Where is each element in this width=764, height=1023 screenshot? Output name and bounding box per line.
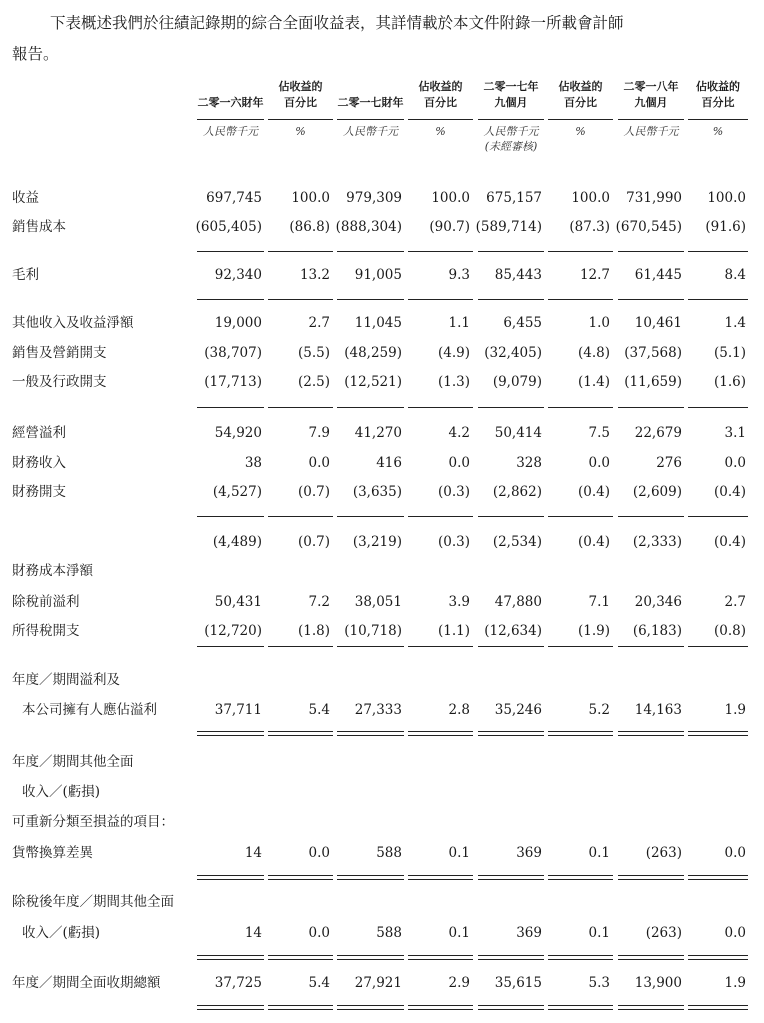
table-row xyxy=(0,890,764,914)
subtotal-rule xyxy=(408,407,473,408)
cell-value: (0.3) xyxy=(437,484,470,500)
table-row xyxy=(0,750,764,774)
subtotal-rule xyxy=(408,646,473,647)
total-double-rule xyxy=(197,875,264,880)
subtotal-rule xyxy=(337,646,404,647)
cell-value: (3,635) xyxy=(352,484,402,500)
subtotal-rule xyxy=(337,299,404,300)
subtotal-rule xyxy=(618,516,684,517)
cell-value: (0.4) xyxy=(713,484,746,500)
cell-value: 9.3 xyxy=(448,267,470,283)
column-unit-line: 人民幣千元 xyxy=(623,125,679,138)
total-double-rule xyxy=(337,731,404,736)
column-unit-line: % xyxy=(575,125,586,138)
subtotal-rule xyxy=(688,407,748,408)
column-unit-line: 人民幣千元 xyxy=(483,125,539,138)
column-header-line: 佔收益的 xyxy=(558,80,603,93)
cell-value: (91.6) xyxy=(705,219,746,235)
cell-value: (12,720) xyxy=(204,623,262,639)
cell-value: (0.3) xyxy=(437,534,470,550)
cell-value: 7.1 xyxy=(588,594,610,610)
cell-value: 0.0 xyxy=(308,925,330,941)
total-double-rule xyxy=(688,1005,748,1010)
cell-value: 731,990 xyxy=(626,190,682,206)
row-label: 銷售及營銷開支 xyxy=(12,345,107,361)
cell-value: (0.7) xyxy=(297,484,330,500)
total-double-rule xyxy=(408,955,473,960)
cell-value: (4.9) xyxy=(437,345,470,361)
cell-value: 1.1 xyxy=(448,315,470,331)
cell-value: 7.9 xyxy=(308,425,330,441)
column-header xyxy=(478,79,544,111)
cell-value: 0.1 xyxy=(588,845,610,861)
table-row xyxy=(0,186,764,210)
cell-value: (0.4) xyxy=(577,484,610,500)
cell-value: (87.3) xyxy=(569,219,610,235)
cell-value: (37,568) xyxy=(624,345,682,361)
cell-value: 38 xyxy=(244,455,262,471)
total-double-rule xyxy=(618,1005,684,1010)
table-row xyxy=(0,263,764,287)
subtotal-rule xyxy=(337,516,404,517)
total-double-rule xyxy=(268,955,333,960)
subtotal-rule xyxy=(478,516,544,517)
row-label: 除稅後年度／期間其他全面 xyxy=(12,894,174,910)
cell-value: (38,707) xyxy=(204,345,262,361)
cell-value: (0.8) xyxy=(713,623,746,639)
cell-value: (1.8) xyxy=(297,623,330,639)
row-label: 年度／期間全面收期總額 xyxy=(12,975,161,991)
cell-value: (17,713) xyxy=(204,374,262,390)
cell-value: 37,711 xyxy=(214,702,262,718)
cell-value: 11,045 xyxy=(354,315,402,331)
table-row xyxy=(0,530,764,554)
table-row xyxy=(0,971,764,995)
column-header-line xyxy=(337,79,404,95)
subtotal-rule xyxy=(688,516,748,517)
subtotal-rule xyxy=(337,407,404,408)
column-header-line: 佔收益的 xyxy=(278,80,323,93)
cell-value: 50,431 xyxy=(214,594,262,610)
row-label: 可重新分類至損益的項目： xyxy=(12,814,174,830)
row-label: 毛利 xyxy=(12,267,39,283)
total-double-rule xyxy=(408,875,473,880)
cell-value: (12,634) xyxy=(484,623,542,639)
table-row xyxy=(0,341,764,365)
subtotal-rule xyxy=(197,407,264,408)
cell-value: (263) xyxy=(645,925,682,941)
table-row xyxy=(0,421,764,445)
subtotal-rule xyxy=(268,407,333,408)
cell-value: (1.1) xyxy=(437,623,470,639)
cell-value: (1.9) xyxy=(577,623,610,639)
cell-value: 0.0 xyxy=(308,455,330,471)
table-row xyxy=(0,559,764,583)
cell-value: (5.1) xyxy=(713,345,746,361)
cell-value: 100.0 xyxy=(291,190,330,206)
intro-paragraph xyxy=(12,8,754,70)
cell-value: 14 xyxy=(244,925,262,941)
row-label: 貨幣換算差異 xyxy=(12,845,93,861)
table-row xyxy=(0,780,764,804)
cell-value: 92,340 xyxy=(214,267,262,283)
cell-value: (6,183) xyxy=(632,623,682,639)
cell-value: 5.2 xyxy=(588,702,610,718)
total-double-rule xyxy=(337,955,404,960)
column-unit xyxy=(688,124,748,139)
total-double-rule xyxy=(268,731,333,736)
subtotal-rule xyxy=(268,516,333,517)
intro-line-1: 下表概述我們於往績記錄期的綜合全面收益表，其詳情載於本文件附錄一所載會計師 xyxy=(50,14,624,32)
subtotal-rule xyxy=(408,251,473,252)
column-header-line: 二零一七年 xyxy=(483,80,539,93)
cell-value: (4.8) xyxy=(577,345,610,361)
cell-value: 27,921 xyxy=(354,975,402,991)
subtotal-rule xyxy=(197,299,264,300)
row-label: 除稅前溢利 xyxy=(12,594,80,610)
cell-value: 0.0 xyxy=(724,455,746,471)
cell-value: (48,259) xyxy=(344,345,402,361)
cell-value: (888,304) xyxy=(335,219,402,235)
cell-value: 328 xyxy=(516,455,542,471)
cell-value: (2.5) xyxy=(297,374,330,390)
cell-value: (2,333) xyxy=(632,534,682,550)
subtotal-rule xyxy=(478,251,544,252)
cell-value: (605,405) xyxy=(195,219,262,235)
subtotal-rule xyxy=(688,251,748,252)
cell-value: 13,900 xyxy=(634,975,682,991)
cell-value: 85,443 xyxy=(494,267,542,283)
row-label: 財務開支 xyxy=(12,484,66,500)
cell-value: 54,920 xyxy=(214,425,262,441)
row-label: 收入／(虧損) xyxy=(22,925,101,941)
total-double-rule xyxy=(548,1005,613,1010)
subtotal-rule xyxy=(478,646,544,647)
column-header-line: 百分比 xyxy=(284,96,317,109)
column-header-rule xyxy=(337,119,404,120)
table-row xyxy=(0,668,764,692)
table-row xyxy=(0,698,764,722)
column-header-line: 百分比 xyxy=(564,96,597,109)
subtotal-rule xyxy=(688,646,748,647)
cell-value: 675,157 xyxy=(486,190,542,206)
cell-value: 2.8 xyxy=(448,702,470,718)
subtotal-rule xyxy=(618,646,684,647)
cell-value: 37,725 xyxy=(214,975,262,991)
column-unit xyxy=(268,124,333,139)
column-header-line xyxy=(197,79,264,95)
column-unit xyxy=(548,124,613,139)
subtotal-rule xyxy=(548,646,613,647)
subtotal-rule xyxy=(337,251,404,252)
row-label: 年度／期間溢利及 xyxy=(12,672,120,688)
cell-value: 100.0 xyxy=(431,190,470,206)
column-unit-line: (未經審核) xyxy=(484,140,538,153)
subtotal-rule xyxy=(268,646,333,647)
subtotal-rule xyxy=(268,299,333,300)
cell-value: (5.5) xyxy=(297,345,330,361)
cell-value: 19,000 xyxy=(214,315,262,331)
subtotal-rule xyxy=(548,299,613,300)
column-header-line: 佔收益的 xyxy=(696,80,740,93)
total-double-rule xyxy=(268,1005,333,1010)
column-header-rule xyxy=(478,119,544,120)
cell-value: 2.7 xyxy=(308,315,330,331)
column-unit xyxy=(337,124,404,139)
column-unit-line: % xyxy=(295,125,306,138)
cell-value: 0.1 xyxy=(448,925,470,941)
total-double-rule xyxy=(548,875,613,880)
total-double-rule xyxy=(478,875,544,880)
column-unit-line: 人民幣千元 xyxy=(343,125,398,138)
total-double-rule xyxy=(478,955,544,960)
column-header-line: 百分比 xyxy=(424,96,457,109)
cell-value: 3.1 xyxy=(724,425,746,441)
cell-value: (670,545) xyxy=(615,219,682,235)
cell-value: 61,445 xyxy=(634,267,682,283)
cell-value: 5.3 xyxy=(588,975,610,991)
subtotal-rule xyxy=(478,299,544,300)
row-label: 一般及行政開支 xyxy=(12,374,107,390)
subtotal-rule xyxy=(618,299,684,300)
row-label: 財務收入 xyxy=(12,455,66,471)
column-header xyxy=(548,79,613,111)
cell-value: 100.0 xyxy=(707,190,746,206)
subtotal-rule xyxy=(618,407,684,408)
cell-value: (2,609) xyxy=(632,484,682,500)
column-header-line: 九個月 xyxy=(494,96,528,109)
cell-value: 35,615 xyxy=(494,975,542,991)
table-row xyxy=(0,590,764,614)
cell-value: 5.4 xyxy=(308,975,330,991)
cell-value: (3,219) xyxy=(352,534,402,550)
cell-value: 22,679 xyxy=(634,425,682,441)
cell-value: (4,527) xyxy=(212,484,262,500)
cell-value: (1.3) xyxy=(437,374,470,390)
cell-value: 697,745 xyxy=(206,190,262,206)
total-double-rule xyxy=(408,1005,473,1010)
total-double-rule xyxy=(618,875,684,880)
subtotal-rule xyxy=(197,251,264,252)
table-row xyxy=(0,311,764,335)
column-unit-line: 人民幣千元 xyxy=(203,125,258,138)
cell-value: (90.7) xyxy=(429,219,470,235)
column-header xyxy=(337,79,404,111)
cell-value: (1.6) xyxy=(713,374,746,390)
cell-value: 6,455 xyxy=(503,315,542,331)
column-header-line: 九個月 xyxy=(634,96,668,109)
total-double-rule xyxy=(478,731,544,736)
total-double-rule xyxy=(688,731,748,736)
total-double-rule xyxy=(618,955,684,960)
row-label: 其他收入及收益淨額 xyxy=(12,315,134,331)
column-unit-line: % xyxy=(712,125,724,138)
cell-value: 0.0 xyxy=(724,845,746,861)
row-label: 收入／(虧損) xyxy=(22,784,101,800)
column-header-line: 百分比 xyxy=(701,96,735,109)
subtotal-rule xyxy=(268,251,333,252)
row-label: 本公司擁有人應佔溢利 xyxy=(22,702,157,718)
cell-value: (0.4) xyxy=(713,534,746,550)
cell-value: 12.7 xyxy=(579,267,610,283)
cell-value: 979,309 xyxy=(346,190,402,206)
table-row xyxy=(0,921,764,945)
total-double-rule xyxy=(618,731,684,736)
cell-value: 588 xyxy=(376,925,402,941)
row-label: 所得稅開支 xyxy=(12,623,80,639)
cell-value: 10,461 xyxy=(634,315,682,331)
total-double-rule xyxy=(197,1005,264,1010)
cell-value: 3.9 xyxy=(448,594,470,610)
row-label: 財務成本淨額 xyxy=(12,563,93,579)
cell-value: 8.4 xyxy=(724,267,746,283)
subtotal-rule xyxy=(408,516,473,517)
cell-value: 35,246 xyxy=(494,702,542,718)
total-double-rule xyxy=(408,731,473,736)
column-unit xyxy=(408,124,473,139)
cell-value: 14,163 xyxy=(634,702,682,718)
column-header-rule xyxy=(408,119,473,120)
cell-value: 0.1 xyxy=(448,845,470,861)
cell-value: 2.7 xyxy=(724,594,746,610)
cell-value: 14 xyxy=(244,845,262,861)
total-double-rule xyxy=(337,1005,404,1010)
cell-value: 416 xyxy=(376,455,402,471)
column-header-line: 二零一七財年 xyxy=(337,96,404,109)
cell-value: 0.0 xyxy=(308,845,330,861)
subtotal-rule xyxy=(688,299,748,300)
cell-value: (2,534) xyxy=(492,534,542,550)
cell-value: 100.0 xyxy=(571,190,610,206)
cell-value: 2.9 xyxy=(448,975,470,991)
subtotal-rule xyxy=(618,251,684,252)
total-double-rule xyxy=(197,955,264,960)
cell-value: 588 xyxy=(376,845,402,861)
column-header xyxy=(688,79,748,111)
cell-value: (4,489) xyxy=(212,534,262,550)
cell-value: 369 xyxy=(516,925,542,941)
subtotal-rule xyxy=(197,646,264,647)
cell-value: 0.0 xyxy=(588,455,610,471)
column-header-rule xyxy=(268,119,333,120)
cell-value: 20,346 xyxy=(634,594,682,610)
cell-value: 50,414 xyxy=(494,425,542,441)
cell-value: 1.4 xyxy=(724,315,746,331)
subtotal-rule xyxy=(548,516,613,517)
cell-value: (9,079) xyxy=(492,374,542,390)
cell-value: (1.4) xyxy=(577,374,610,390)
cell-value: 7.5 xyxy=(588,425,610,441)
cell-value: 27,333 xyxy=(354,702,402,718)
cell-value: 47,880 xyxy=(494,594,542,610)
cell-value: (2,862) xyxy=(492,484,542,500)
column-header-rule xyxy=(688,119,748,120)
cell-value: (11,659) xyxy=(624,374,682,390)
table-row xyxy=(0,810,764,834)
cell-value: 13.2 xyxy=(299,267,330,283)
column-unit xyxy=(618,124,684,139)
cell-value: 0.1 xyxy=(588,925,610,941)
total-double-rule xyxy=(268,875,333,880)
subtotal-rule xyxy=(197,516,264,517)
total-double-rule xyxy=(548,955,613,960)
cell-value: 0.0 xyxy=(724,925,746,941)
cell-value: 7.2 xyxy=(308,594,330,610)
total-double-rule xyxy=(478,1005,544,1010)
column-unit xyxy=(478,124,544,154)
table-row xyxy=(0,480,764,504)
cell-value: 1.9 xyxy=(724,702,746,718)
table-row xyxy=(0,451,764,475)
row-label: 經營溢利 xyxy=(12,425,66,441)
cell-value: (10,718) xyxy=(344,623,402,639)
column-header-rule xyxy=(618,119,684,120)
column-header xyxy=(618,79,684,111)
table-row xyxy=(0,215,764,239)
column-header xyxy=(268,79,333,111)
cell-value: (263) xyxy=(645,845,682,861)
column-header-rule xyxy=(548,119,613,120)
cell-value: 1.0 xyxy=(588,315,610,331)
intro-line-2: 報告。 xyxy=(12,45,59,63)
row-label: 收益 xyxy=(12,190,39,206)
cell-value: (32,405) xyxy=(484,345,542,361)
column-unit-line: % xyxy=(435,125,446,138)
subtotal-rule xyxy=(478,407,544,408)
table-row xyxy=(0,370,764,394)
column-header xyxy=(408,79,473,111)
table-row xyxy=(0,841,764,865)
column-header-line: 佔收益的 xyxy=(418,80,463,93)
cell-value: (86.8) xyxy=(289,219,330,235)
column-unit xyxy=(197,124,264,139)
cell-value: (0.7) xyxy=(297,534,330,550)
cell-value: (12,521) xyxy=(344,374,402,390)
row-label: 銷售成本 xyxy=(12,219,66,235)
cell-value: 4.2 xyxy=(448,425,470,441)
cell-value: 41,270 xyxy=(354,425,402,441)
cell-value: 5.4 xyxy=(308,702,330,718)
row-label: 年度／期間其他全面 xyxy=(12,754,134,770)
cell-value: (0.4) xyxy=(577,534,610,550)
column-header-rule xyxy=(197,119,264,120)
cell-value: 276 xyxy=(656,455,682,471)
total-double-rule xyxy=(548,731,613,736)
column-header-line: 二零一六財年 xyxy=(197,96,264,109)
subtotal-rule xyxy=(548,251,613,252)
subtotal-rule xyxy=(548,407,613,408)
column-header-line: 二零一八年 xyxy=(623,80,679,93)
total-double-rule xyxy=(688,875,748,880)
cell-value: 91,005 xyxy=(354,267,402,283)
total-double-rule xyxy=(337,875,404,880)
total-double-rule xyxy=(688,955,748,960)
cell-value: 0.0 xyxy=(448,455,470,471)
cell-value: 38,051 xyxy=(354,594,402,610)
subtotal-rule xyxy=(408,299,473,300)
column-header xyxy=(197,79,264,111)
cell-value: (589,714) xyxy=(475,219,542,235)
total-double-rule xyxy=(197,731,264,736)
table-row xyxy=(0,619,764,643)
cell-value: 1.9 xyxy=(724,975,746,991)
cell-value: 369 xyxy=(516,845,542,861)
